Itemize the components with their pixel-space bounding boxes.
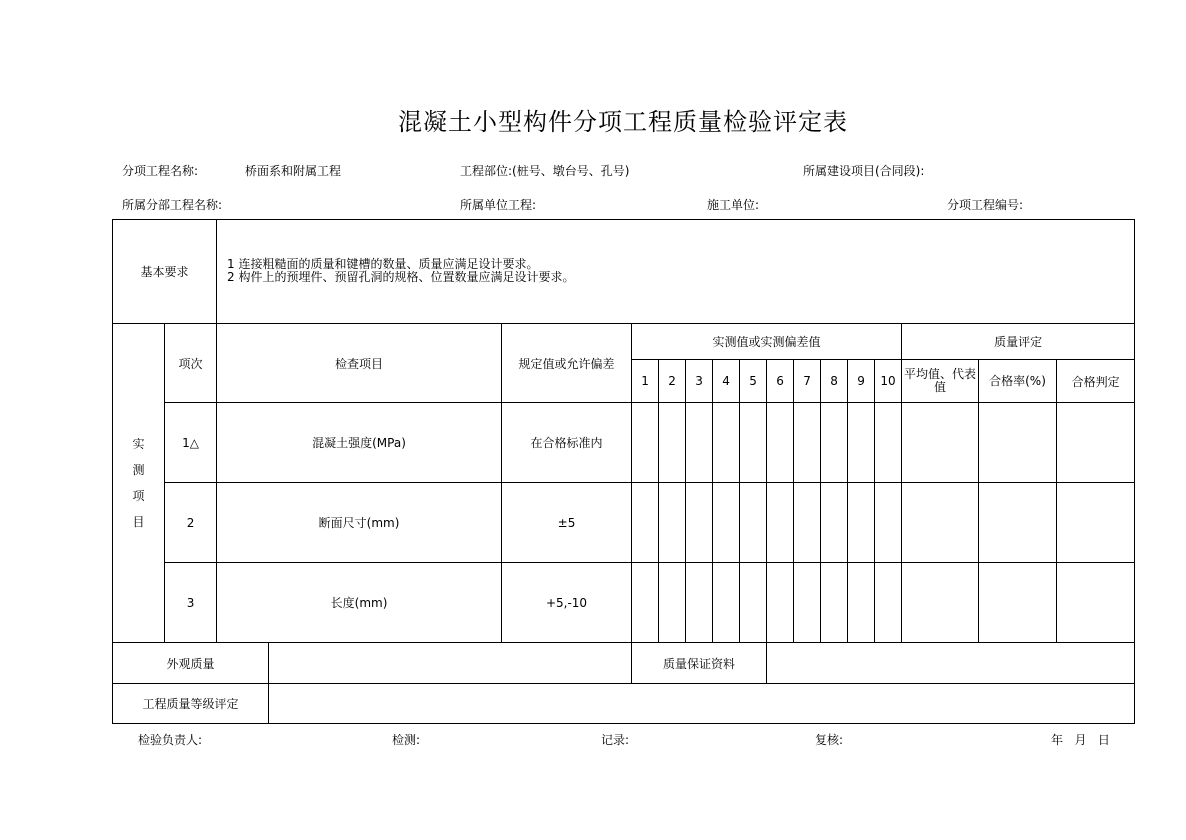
measure-cell[interactable] <box>794 403 821 483</box>
measure-cell[interactable] <box>821 483 848 563</box>
measure-col: 7 <box>794 360 821 403</box>
row-spec: ±5 <box>502 483 632 563</box>
division-label: 所属分部工程名称: <box>122 198 223 212</box>
row-item: 长度(mm) <box>217 563 502 643</box>
inspector-label: 检验负责人: <box>138 733 203 747</box>
measure-cell[interactable] <box>848 563 875 643</box>
measure-cell[interactable] <box>632 563 659 643</box>
measure-cell[interactable] <box>821 403 848 483</box>
measure-col: 3 <box>686 360 713 403</box>
sub-project-name-label: 分项工程名称: <box>122 164 199 178</box>
header-item-no: 项次 <box>165 324 217 403</box>
table-row <box>113 403 1135 483</box>
header-spec-value: 规定值或允许偏差 <box>502 324 632 403</box>
test-label: 检测: <box>392 733 421 747</box>
quality-docs-cell[interactable] <box>767 643 1135 684</box>
requirement-item: 2 构件上的预埋件、预留孔洞的规格、位置数量应满足设计要求。 <box>227 270 575 284</box>
measure-cell[interactable] <box>875 483 902 563</box>
construction-project-label: 所属建设项目(合同段): <box>803 164 925 178</box>
measure-cell[interactable] <box>713 483 740 563</box>
date-label: 年 月 日 <box>1051 733 1110 747</box>
measure-cell[interactable] <box>713 403 740 483</box>
header-pass-rate: 合格率(%) <box>979 360 1057 403</box>
pass-rate-cell[interactable] <box>979 403 1057 483</box>
measure-col: 8 <box>821 360 848 403</box>
appearance-cell[interactable] <box>269 643 632 684</box>
measure-cell[interactable] <box>767 403 794 483</box>
measure-cell[interactable] <box>713 563 740 643</box>
sub-project-name-value: 桥面系和附属工程 <box>245 164 342 178</box>
row-no: 3 <box>165 563 217 643</box>
measure-cell[interactable] <box>848 403 875 483</box>
header-measured: 实测值或实测偏差值 <box>632 324 902 360</box>
contractor-label: 施工单位: <box>707 198 760 212</box>
pass-judge-cell[interactable] <box>1057 403 1135 483</box>
header-check-item: 检查项目 <box>217 324 502 403</box>
measure-cell[interactable] <box>659 483 686 563</box>
basic-requirements <box>217 220 1135 324</box>
measured-items-label: 实 测 项 目 <box>113 324 165 643</box>
table-row <box>113 563 1135 643</box>
measure-cell[interactable] <box>632 483 659 563</box>
row-item: 断面尺寸(mm) <box>217 483 502 563</box>
measure-cell[interactable] <box>794 483 821 563</box>
grade-label: 工程质量等级评定 <box>113 684 269 724</box>
measure-col: 1 <box>632 360 659 403</box>
avg-value-cell[interactable] <box>902 563 979 643</box>
avg-value-cell[interactable] <box>902 403 979 483</box>
measure-cell[interactable] <box>686 403 713 483</box>
quality-docs-label: 质量保证资料 <box>632 643 767 684</box>
page-title: 混凝土小型构件分项工程质量检验评定表 <box>398 108 848 136</box>
measure-cell[interactable] <box>794 563 821 643</box>
measure-cell[interactable] <box>686 563 713 643</box>
measure-cell[interactable] <box>821 563 848 643</box>
review-label: 复核: <box>815 733 844 747</box>
sub-project-no-label: 分项工程编号: <box>947 198 1024 212</box>
row-spec: 在合格标准内 <box>502 403 632 483</box>
header-avg-value: 平均值、代表值 <box>902 360 979 403</box>
measure-col: 4 <box>713 360 740 403</box>
basic-requirements-label: 基本要求 <box>113 220 217 324</box>
row-item: 混凝土强度(MPa) <box>217 403 502 483</box>
measure-col: 9 <box>848 360 875 403</box>
measure-cell[interactable] <box>875 403 902 483</box>
pass-judge-cell[interactable] <box>1057 483 1135 563</box>
measure-cell[interactable] <box>632 403 659 483</box>
appearance-label: 外观质量 <box>113 643 269 684</box>
row-spec: +5,-10 <box>502 563 632 643</box>
measure-col: 2 <box>659 360 686 403</box>
measure-cell[interactable] <box>659 563 686 643</box>
header-pass-judge: 合格判定 <box>1057 360 1135 403</box>
measure-col: 5 <box>740 360 767 403</box>
pass-rate-cell[interactable] <box>979 483 1057 563</box>
pass-judge-cell[interactable] <box>1057 563 1135 643</box>
measure-cell[interactable] <box>740 403 767 483</box>
measure-cell[interactable] <box>659 403 686 483</box>
measure-col: 6 <box>767 360 794 403</box>
measure-cell[interactable] <box>848 483 875 563</box>
record-label: 记录: <box>601 733 630 747</box>
row-no: 1△ <box>165 403 217 483</box>
requirement-item: 1 连接粗糙面的质量和键槽的数量、质量应满足设计要求。 <box>227 257 539 271</box>
avg-value-cell[interactable] <box>902 483 979 563</box>
location-label: 工程部位:(桩号、墩台号、孔号) <box>460 164 630 178</box>
header-quality-eval: 质量评定 <box>902 324 1135 360</box>
measure-cell[interactable] <box>686 483 713 563</box>
grade-cell[interactable] <box>269 684 1135 724</box>
pass-rate-cell[interactable] <box>979 563 1057 643</box>
measure-col: 10 <box>875 360 902 403</box>
inspection-table <box>112 219 1135 724</box>
row-no: 2 <box>165 483 217 563</box>
table-row <box>113 483 1135 563</box>
unit-project-label: 所属单位工程: <box>460 198 537 212</box>
measure-cell[interactable] <box>767 563 794 643</box>
measure-cell[interactable] <box>740 483 767 563</box>
measure-cell[interactable] <box>767 483 794 563</box>
measure-cell[interactable] <box>740 563 767 643</box>
measure-cell[interactable] <box>875 563 902 643</box>
